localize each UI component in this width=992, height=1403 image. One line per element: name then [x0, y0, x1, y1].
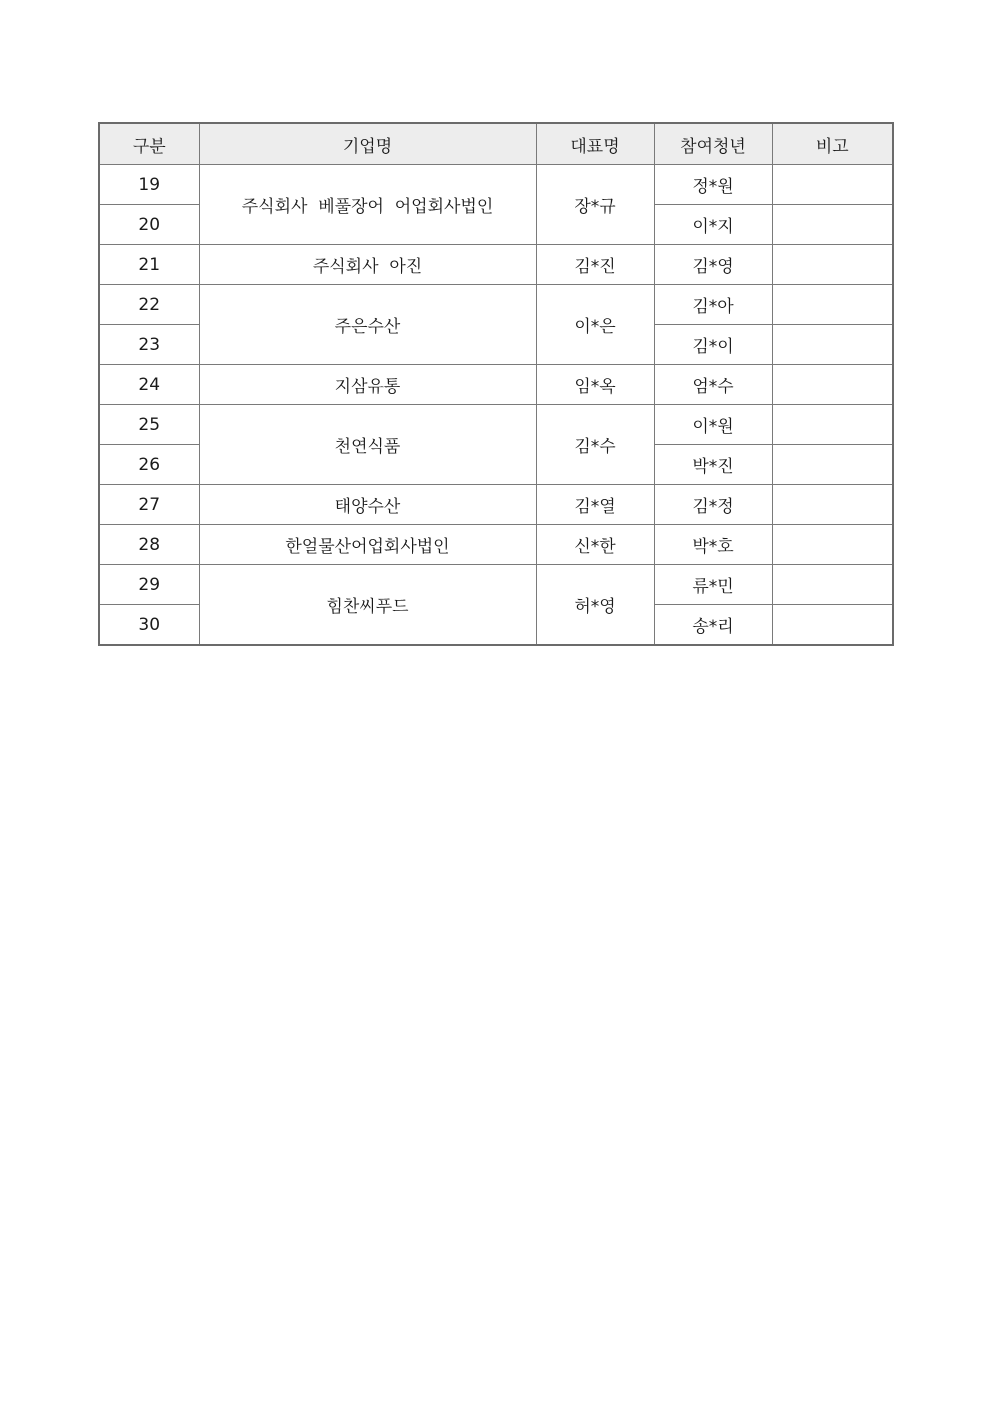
note-cell [772, 445, 893, 485]
note-cell [772, 605, 893, 646]
header-youth: 참여청년 [654, 123, 772, 165]
representative-cell: 이*은 [536, 285, 654, 365]
table-row [99, 365, 893, 405]
company-name-cell: 주식회사 아진 [199, 245, 536, 285]
representative-cell: 김*열 [536, 485, 654, 525]
note-cell [772, 285, 893, 325]
row-number-cell: 30 [99, 605, 199, 646]
youth-name-cell: 이*원 [654, 405, 772, 445]
participant-table-sheet [98, 122, 892, 646]
table-row [99, 405, 893, 445]
table-row [99, 565, 893, 605]
row-number-cell: 20 [99, 205, 199, 245]
youth-name-cell: 박*진 [654, 445, 772, 485]
youth-name-cell: 박*호 [654, 525, 772, 565]
representative-cell: 임*옥 [536, 365, 654, 405]
row-number-cell: 27 [99, 485, 199, 525]
youth-name-cell: 김*아 [654, 285, 772, 325]
note-cell [772, 405, 893, 445]
company-name-cell: 천연식품 [199, 405, 536, 485]
representative-cell: 신*한 [536, 525, 654, 565]
youth-name-cell: 김*이 [654, 325, 772, 365]
note-cell [772, 245, 893, 285]
header-company: 기업명 [199, 123, 536, 165]
note-cell [772, 525, 893, 565]
representative-cell: 허*영 [536, 565, 654, 646]
company-name-cell: 주식회사 베풀장어 어업회사법인 [199, 165, 536, 245]
row-number-cell: 21 [99, 245, 199, 285]
company-name-cell: 태양수산 [199, 485, 536, 525]
youth-name-cell: 김*정 [654, 485, 772, 525]
row-number-cell: 24 [99, 365, 199, 405]
table-row [99, 285, 893, 325]
row-number-cell: 28 [99, 525, 199, 565]
note-cell [772, 485, 893, 525]
note-cell [772, 325, 893, 365]
youth-name-cell: 김*영 [654, 245, 772, 285]
table-row [99, 165, 893, 205]
note-cell [772, 365, 893, 405]
company-name-cell: 힘찬씨푸드 [199, 565, 536, 646]
note-cell [772, 565, 893, 605]
youth-name-cell: 송*리 [654, 605, 772, 646]
row-number-cell: 25 [99, 405, 199, 445]
header-category: 구분 [99, 123, 199, 165]
note-cell [772, 205, 893, 245]
table-header-row [99, 123, 893, 165]
row-number-cell: 22 [99, 285, 199, 325]
header-representative: 대표명 [536, 123, 654, 165]
youth-name-cell: 엄*수 [654, 365, 772, 405]
table-row [99, 485, 893, 525]
header-note: 비고 [772, 123, 893, 165]
company-name-cell: 한얼물산어업회사법인 [199, 525, 536, 565]
youth-name-cell: 이*지 [654, 205, 772, 245]
row-number-cell: 26 [99, 445, 199, 485]
note-cell [772, 165, 893, 205]
row-number-cell: 29 [99, 565, 199, 605]
table-body [99, 165, 893, 646]
company-name-cell: 주은수산 [199, 285, 536, 365]
table-row [99, 525, 893, 565]
representative-cell: 장*규 [536, 165, 654, 245]
representative-cell: 김*수 [536, 405, 654, 485]
row-number-cell: 19 [99, 165, 199, 205]
youth-name-cell: 정*원 [654, 165, 772, 205]
representative-cell: 김*진 [536, 245, 654, 285]
table-row [99, 245, 893, 285]
youth-name-cell: 류*민 [654, 565, 772, 605]
row-number-cell: 23 [99, 325, 199, 365]
company-name-cell: 지삼유통 [199, 365, 536, 405]
participant-table [98, 122, 894, 646]
